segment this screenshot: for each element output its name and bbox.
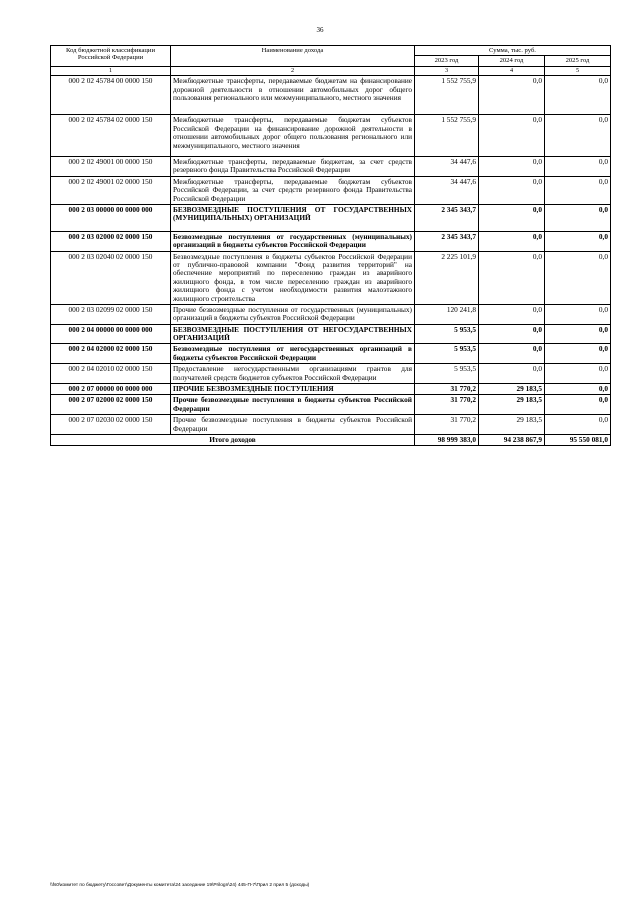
table-row (51, 251, 611, 304)
row-value-2023: 34 447,6 (415, 157, 479, 177)
row-code: 000 2 02 49001 00 0000 150 (51, 157, 171, 177)
column-number: 5 (545, 66, 611, 76)
row-value-2023: 31 770,2 (415, 415, 479, 435)
row-value-2024: 0,0 (479, 115, 545, 157)
table-row (51, 364, 611, 384)
table-row (51, 115, 611, 157)
row-name: БЕЗВОЗМЕЗДНЫЕ ПОСТУПЛЕНИЯ ОТ ГОСУДАРСТВЕННЫХ (МУНИЦИПАЛЬНЫХ) ОРГАНИЗАЦИЙ (171, 205, 415, 232)
row-value-2025: 0,0 (545, 304, 611, 324)
table-row (51, 395, 611, 415)
header-year-2023: 2023 год (415, 56, 479, 66)
table-body (51, 76, 611, 446)
row-value-2024: 0,0 (479, 176, 545, 204)
row-code: 000 2 02 49001 02 0000 150 (51, 176, 171, 204)
row-value-2023: 5 953,5 (415, 364, 479, 384)
row-name: Безвозмездные поступления от государственных (муниципальных) организаций в бюджеты субъектов Российской Федерации (171, 231, 415, 251)
column-number: 2 (171, 66, 415, 76)
total-2023: 98 999 383,0 (415, 434, 479, 445)
row-value-2025: 0,0 (545, 364, 611, 384)
header-year-2024: 2024 год (479, 56, 545, 66)
row-value-2025: 0,0 (545, 251, 611, 304)
row-value-2023: 120 241,8 (415, 304, 479, 324)
row-value-2024: 0,0 (479, 231, 545, 251)
table-row (51, 344, 611, 364)
row-name: Межбюджетные трансферты, передаваемые бюджетам, за счет средств резервного фонда Правительства Российской Федерации (171, 157, 415, 177)
column-number: 4 (479, 66, 545, 76)
row-code: 000 2 03 02099 02 0000 150 (51, 304, 171, 324)
table-row (51, 76, 611, 115)
row-code: 000 2 02 45784 02 0000 150 (51, 115, 171, 157)
table-row (51, 205, 611, 232)
row-value-2024: 0,0 (479, 157, 545, 177)
header-code: Код бюджетной классификации Российской Федерации (51, 46, 171, 67)
row-name: Межбюджетные трансферты, передаваемые бюджетам субъектов Российской Федерации на финансирование дорожной деятельности в отношении автомобильных дорог общего пользования регионального или межмуниципального, местного значения (171, 115, 415, 157)
column-number: 1 (51, 66, 171, 76)
row-value-2024: 29 183,5 (479, 384, 545, 395)
row-value-2025: 0,0 (545, 384, 611, 395)
revenue-table (50, 45, 611, 446)
row-value-2023: 1 552 755,9 (415, 76, 479, 115)
page-number: 36 (316, 26, 324, 34)
row-value-2025: 0,0 (545, 231, 611, 251)
row-value-2024: 0,0 (479, 304, 545, 324)
total-label: Итого доходов (51, 434, 415, 445)
header-sum: Сумма, тыс. руб. (415, 46, 611, 56)
row-name: БЕЗВОЗМЕЗДНЫЕ ПОСТУПЛЕНИЯ ОТ НЕГОСУДАРСТВЕННЫХ ОРГАНИЗАЦИЙ (171, 324, 415, 344)
row-value-2025: 0,0 (545, 176, 611, 204)
row-value-2024: 0,0 (479, 76, 545, 115)
row-code: 000 2 03 00000 00 0000 000 (51, 205, 171, 232)
row-code: 000 2 03 02000 02 0000 150 (51, 231, 171, 251)
row-value-2023: 2 225 101,9 (415, 251, 479, 304)
row-code: 000 2 07 02030 02 0000 150 (51, 415, 171, 435)
row-value-2025: 0,0 (545, 395, 611, 415)
table-header-row (51, 46, 611, 56)
row-value-2025: 0,0 (545, 415, 611, 435)
row-name: Прочие безвозмездные поступления от государственных (муниципальных) организаций в бюджеты субъектов Российской Федерации (171, 304, 415, 324)
total-2024: 94 238 867,9 (479, 434, 545, 445)
row-value-2024: 0,0 (479, 251, 545, 304)
row-value-2023: 5 953,5 (415, 344, 479, 364)
table-row (51, 384, 611, 395)
row-code: 000 2 04 02000 02 0000 150 (51, 344, 171, 364)
row-name: ПРОЧИЕ БЕЗВОЗМЕЗДНЫЕ ПОСТУПЛЕНИЯ (171, 384, 415, 395)
table-row (51, 304, 611, 324)
row-code: 000 2 07 02000 02 0000 150 (51, 395, 171, 415)
row-name: Межбюджетные трансферты, передаваемые бюджетам на финансирование дорожной деятельности в отношении автомобильных дорог общего пользования регионального или межмуниципального, местного значения (171, 76, 415, 115)
column-number: 3 (415, 66, 479, 76)
row-code: 000 2 02 45784 00 0000 150 (51, 76, 171, 115)
total-row (51, 434, 611, 445)
row-value-2023: 5 953,5 (415, 324, 479, 344)
row-code: 000 2 07 00000 00 0000 000 (51, 384, 171, 395)
row-value-2023: 31 770,2 (415, 395, 479, 415)
row-value-2023: 2 345 343,7 (415, 205, 479, 232)
row-value-2025: 0,0 (545, 115, 611, 157)
row-name: Прочие безвозмездные поступления в бюджеты субъектов Российской Федерации (171, 395, 415, 415)
table-row (51, 415, 611, 435)
row-value-2025: 0,0 (545, 205, 611, 232)
row-name: Безвозмездные поступления в бюджеты субъектов Российской Федерации от публично-правовой компании "Фонд развития территорий" на обеспечение мероприятий по переселению граждан из аварийного жилищного фонда, в том числе переселению граждан из аварийного жилищного фонда с учетом необходимости развития малоэтажного жилищного строительства (171, 251, 415, 304)
row-value-2023: 2 345 343,7 (415, 231, 479, 251)
row-value-2024: 29 183,5 (479, 395, 545, 415)
row-value-2025: 0,0 (545, 344, 611, 364)
row-value-2023: 1 552 755,9 (415, 115, 479, 157)
row-value-2025: 0,0 (545, 324, 611, 344)
row-value-2024: 0,0 (479, 364, 545, 384)
total-2025: 95 550 081,0 (545, 434, 611, 445)
row-value-2024: 0,0 (479, 205, 545, 232)
row-value-2024: 0,0 (479, 324, 545, 344)
row-name: Межбюджетные трансферты, передаваемые бюджетам субъектов Российской Федерации, за счет средств резервного фонда Правительства Российской Федерации (171, 176, 415, 204)
row-name: Предоставление негосударственными организациями грантов для получателей средств бюджетов субъектов Российской Федерации (171, 364, 415, 384)
table-row (51, 324, 611, 344)
row-value-2024: 29 183,5 (479, 415, 545, 435)
row-value-2023: 34 447,6 (415, 176, 479, 204)
row-value-2025: 0,0 (545, 157, 611, 177)
row-value-2025: 0,0 (545, 76, 611, 115)
row-code: 000 2 03 02040 02 0000 150 (51, 251, 171, 304)
table-row (51, 176, 611, 204)
row-code: 000 2 04 02010 02 0000 150 (51, 364, 171, 384)
table-row (51, 231, 611, 251)
table-row (51, 157, 611, 177)
row-code: 000 2 04 00000 00 0000 000 (51, 324, 171, 344)
row-name: Безвозмездные поступления от негосударственных организаций в бюджеты субъектов Российской Федерации (171, 344, 415, 364)
row-name: Прочие безвозмездные поступления в бюджеты субъектов Российской Федерации (171, 415, 415, 435)
table-column-numbers-row (51, 66, 611, 76)
header-year-2025: 2025 год (545, 56, 611, 66)
header-name: Наименование дохода (171, 46, 415, 67)
row-value-2024: 0,0 (479, 344, 545, 364)
row-value-2023: 31 770,2 (415, 384, 479, 395)
footer-file-path: \\fs0\комитет по бюджету\Госсовет\Документы комитета\24 заседание 19\Prilogn\24) 445-П-7\Прил 2 прил 5 (доходы) (50, 883, 310, 888)
